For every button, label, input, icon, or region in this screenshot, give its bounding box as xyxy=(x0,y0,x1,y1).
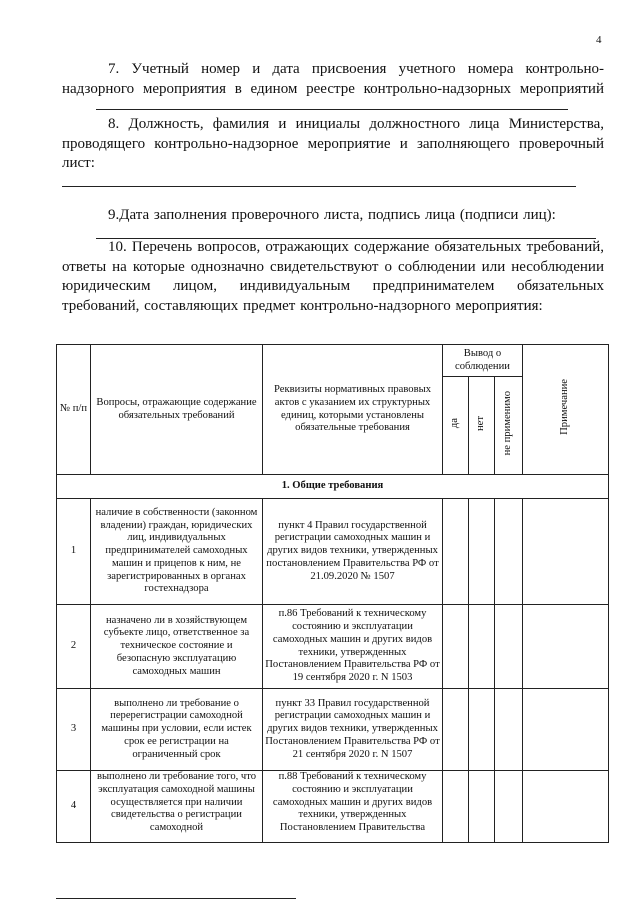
header-yes-label: да xyxy=(449,418,461,429)
row-no-cell xyxy=(469,689,495,771)
row-no-cell xyxy=(469,605,495,689)
row-requisites: пункт 4 Правил государственной регистрации самоходных машин и других видов техники, утвержденных постановлением Правительства РФ от 21.09.2020 № 1507 xyxy=(263,499,443,605)
row-na-cell xyxy=(495,689,523,771)
checklist-table xyxy=(56,344,609,843)
item-10-text: 10. Перечень вопросов, отражающих содержание обязательных требований, ответы на которые однозначно свидетельствуют о соблюдении или несоблюдении юридическим лицом, индивидуальным предпринимателем обязательных требований, составляющих предмет контрольно-надзорного мероприятия: xyxy=(62,239,604,314)
item-8-text: 8. Должность, фамилия и инициалы должностного лица Министерства, проводящего контрольно-надзорное мероприятие и заполняющего проверочный лист: xyxy=(62,116,604,171)
item-9-text: 9.Дата заполнения проверочного листа, подпись лица (подписи лиц): xyxy=(108,207,556,223)
row-na-cell xyxy=(495,605,523,689)
row-no-cell xyxy=(469,499,495,605)
row-requisites: п.86 Требований к техническому состоянию и эксплуатации самоходных машин и других видов техники, утвержденных Постановлением Правительства РФ от 19 сентября 2020 г. N 1503 xyxy=(263,605,443,689)
row-question: выполнено ли требование того, что эксплуатация самоходной машины осуществляется при наличии свидетельства о регистрации самоходной xyxy=(91,771,263,843)
item-7-underline xyxy=(96,109,568,110)
table-row xyxy=(57,499,609,605)
header-na-label: не применимо xyxy=(502,390,514,456)
table-row xyxy=(57,605,609,689)
header-no xyxy=(469,377,495,475)
row-num: 3 xyxy=(57,689,91,771)
row-question: назначено ли в хозяйствующем субъекте лицо, ответственное за техническое состояние и безопасную эксплуатацию самоходных машин xyxy=(91,605,263,689)
header-note-label: Примечание xyxy=(559,379,571,436)
item-7-text: 7. Учетный номер и дата присвоения учетного номера контрольно-надзорного мероприятия в едином реестре контрольно-надзорных мероприятий xyxy=(62,61,604,97)
header-requisites: Реквизиты нормативных правовых актов с указанием их структурных единиц, которыми установлены обязательные требования xyxy=(263,345,443,475)
section-title: 1. Общие требования xyxy=(57,475,609,499)
row-note-cell xyxy=(523,689,609,771)
row-na-cell xyxy=(495,771,523,843)
row-yes-cell xyxy=(443,605,469,689)
header-question: Вопросы, отражающие содержание обязательных требований xyxy=(91,345,263,475)
header-yes xyxy=(443,377,469,475)
footer-rule xyxy=(56,898,296,899)
row-yes-cell xyxy=(443,499,469,605)
header-na xyxy=(495,377,523,475)
row-note-cell xyxy=(523,771,609,843)
row-question: наличие в собственности (законном владении) граждан, юридических лиц, индивидуальных предпринимателей самоходных машин и прицепов к ним, не зарегистрированных в органах гостехнадзора xyxy=(91,499,263,605)
table-row xyxy=(57,771,609,843)
row-requisites: пункт 33 Правил государственной регистрации самоходных машин и других видов техники, утвержденных Постановлением Правительства РФ от 21 сентября 2020 г. N 1507 xyxy=(263,689,443,771)
header-compliance: Вывод о соблюдении xyxy=(443,345,523,377)
row-note-cell xyxy=(523,605,609,689)
row-na-cell xyxy=(495,499,523,605)
item-8-underline xyxy=(62,186,576,187)
row-question: выполнено ли требование о перерегистрации самоходной машины при условии, если истек срок ее регистрации на ограниченный срок xyxy=(91,689,263,771)
header-note xyxy=(523,345,609,475)
page-number: 4 xyxy=(596,34,602,46)
row-requisites: п.88 Требований к техническому состоянию и эксплуатации самоходных машин и других видов техники, утвержденных Постановлением Правительства xyxy=(263,771,443,843)
row-num: 2 xyxy=(57,605,91,689)
table-row xyxy=(57,689,609,771)
row-note-cell xyxy=(523,499,609,605)
row-no-cell xyxy=(469,771,495,843)
row-yes-cell xyxy=(443,689,469,771)
header-num: № п/п xyxy=(57,345,91,475)
row-num: 4 xyxy=(57,771,91,843)
row-num: 1 xyxy=(57,499,91,605)
header-no-label: нет xyxy=(475,415,487,431)
row-yes-cell xyxy=(443,771,469,843)
